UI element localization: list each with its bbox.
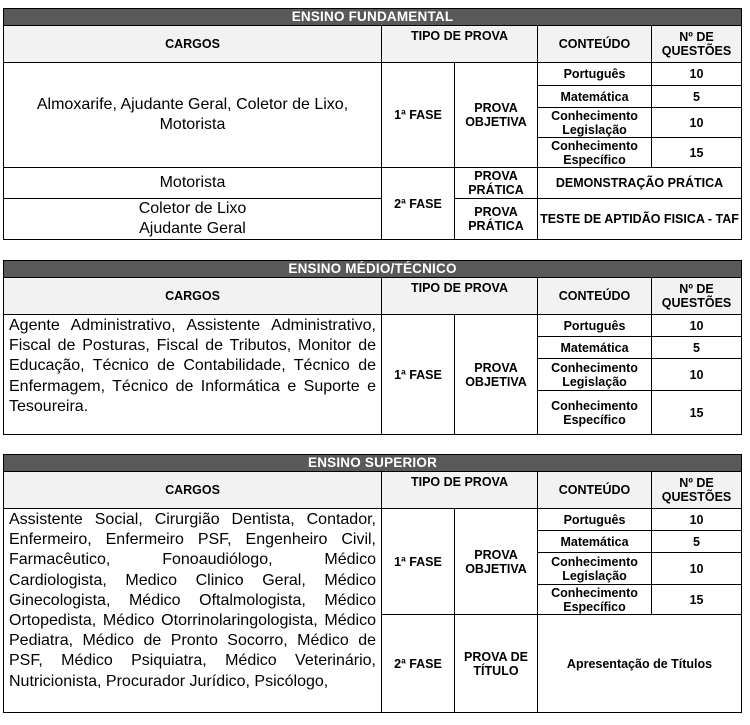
questoes-cell: 10	[652, 359, 742, 391]
conteudo-cell: Conhecimento Legislação	[538, 108, 652, 138]
questoes-cell: 10	[652, 509, 742, 531]
questoes-cell: 15	[652, 138, 742, 168]
header-tipo-prova: TIPO DE PROVA	[382, 278, 538, 315]
cargos-cell: Assistente Social, Cirurgião Dentista, Contador, Enfermeiro, Enfermeiro PSF, Engenheiro Civil, Farmacêutico, Fonoaudiólogo, Médico Cardiologista, Medico Clinico Geral, Médico Ginecologista, Médico Oftalmologista, Médico Ortopedista, Médico Otorrinolaringologista, Médico Pediatra, Médico de Pronto Socorro, Médico de PSF, Médico Psiquiatra, Médico Veterinário, Nutricionista, Procurador Jurídico, Psicólogo,	[4, 509, 382, 713]
conteudo-cell: DEMONSTRAÇÃO PRÁTICA	[538, 168, 742, 199]
fase-cell: 1ª FASE	[382, 63, 455, 168]
conteudo-cell: Conhecimento Específico	[538, 138, 652, 168]
questoes-cell: 10	[652, 108, 742, 138]
table-ensino-superior	[3, 454, 742, 713]
cargos-cell: Agente Administrativo, Assistente Administrativo, Fiscal de Posturas, Fiscal de Tributos, Monitor de Educação, Técnico de Contabilidade, Técnico de Enfermagem, Técnico de Informática e Suporte e Tesoureira.	[4, 315, 382, 435]
header-conteudo: CONTEÚDO	[538, 278, 652, 315]
conteudo-cell: TESTE DE APTIDÃO FISICA - TAF	[538, 199, 742, 240]
questoes-cell: 10	[652, 553, 742, 585]
questoes-cell: 15	[652, 585, 742, 615]
conteudo-cell: Português	[538, 509, 652, 531]
conteudo-cell: Português	[538, 63, 652, 86]
conteudo-cell: Português	[538, 315, 652, 337]
header-questoes: Nº DE QUESTÕES	[652, 278, 742, 315]
cargos-cell: Motorista	[4, 168, 382, 199]
section-title: ENSINO MÉDIO/TÉCNICO	[4, 261, 742, 278]
prova-cell: PROVA OBJETIVA	[455, 509, 538, 615]
header-tipo-prova: TIPO DE PROVA	[382, 26, 538, 63]
conteudo-cell: Apresentação de Títulos	[538, 615, 742, 713]
header-cargos: CARGOS	[4, 472, 382, 509]
questoes-cell: 5	[652, 337, 742, 359]
prova-cell: PROVA DE TÍTULO	[455, 615, 538, 713]
header-cargos: CARGOS	[4, 26, 382, 63]
table-ensino-medio-tecnico	[3, 260, 742, 435]
fase-cell: 1ª FASE	[382, 315, 455, 435]
conteudo-cell: Matemática	[538, 531, 652, 553]
prova-cell: PROVA OBJETIVA	[455, 315, 538, 435]
cargos-cell: Almoxarife, Ajudante Geral, Coletor de Lixo, Motorista	[4, 63, 382, 168]
fase-cell: 2ª FASE	[382, 615, 455, 713]
questoes-cell: 10	[652, 315, 742, 337]
conteudo-cell: Conhecimento Legislação	[538, 553, 652, 585]
header-questoes: Nº DE QUESTÕES	[652, 26, 742, 63]
cargo-line: Coletor de Lixo	[138, 200, 247, 217]
table-ensino-fundamental	[3, 8, 742, 240]
header-tipo-prova: TIPO DE PROVA	[382, 472, 538, 509]
conteudo-cell: Conhecimento Específico	[538, 585, 652, 615]
questoes-cell: 10	[652, 63, 742, 86]
header-questoes: Nº DE QUESTÕES	[652, 472, 742, 509]
conteudo-cell: Conhecimento Específico	[538, 391, 652, 435]
prova-cell: PROVA PRÁTICA	[455, 199, 538, 240]
cargo-line: Ajudante Geral	[139, 220, 246, 237]
questoes-cell: 5	[652, 86, 742, 108]
questoes-cell: 15	[652, 391, 742, 435]
header-conteudo: CONTEÚDO	[538, 472, 652, 509]
fase-cell: 2ª FASE	[382, 168, 455, 240]
section-title: ENSINO SUPERIOR	[4, 455, 742, 472]
cargos-cell	[4, 199, 382, 240]
header-conteudo: CONTEÚDO	[538, 26, 652, 63]
fase-cell: 1ª FASE	[382, 509, 455, 615]
section-title: ENSINO FUNDAMENTAL	[4, 9, 742, 26]
prova-cell: PROVA OBJETIVA	[455, 63, 538, 168]
conteudo-cell: Matemática	[538, 86, 652, 108]
questoes-cell: 5	[652, 531, 742, 553]
header-cargos: CARGOS	[4, 278, 382, 315]
conteudo-cell: Conhecimento Legislação	[538, 359, 652, 391]
prova-cell: PROVA PRÁTICA	[455, 168, 538, 199]
conteudo-cell: Matemática	[538, 337, 652, 359]
